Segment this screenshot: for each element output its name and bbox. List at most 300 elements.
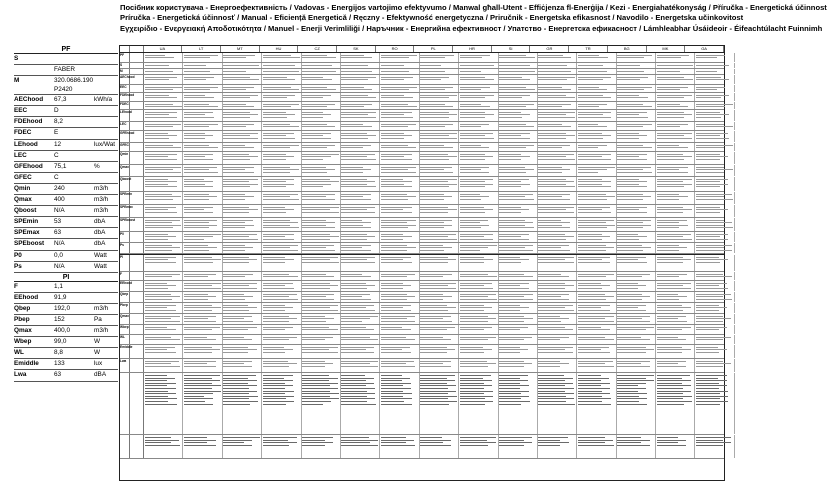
grid-row [120,325,724,335]
text-line [184,396,205,397]
text-line [381,296,415,297]
translation-cell [420,359,459,372]
text-line [617,250,642,251]
text-line [420,159,448,160]
text-line [145,222,173,223]
text-line [341,106,363,107]
text-line [223,207,249,208]
translation-cell [223,165,262,176]
text-line [657,299,679,300]
text-line [617,299,642,300]
text-line [538,104,570,105]
translation-cell [302,192,341,204]
spec-value: 53 [54,218,62,226]
text-line [617,135,647,136]
grid-row-label: Lwa [120,359,130,372]
text-line [263,347,285,348]
text-line [578,79,603,80]
text-line [145,276,172,277]
translation-cell [183,272,222,280]
grid-row [120,254,724,272]
spec-row [14,54,118,65]
text-line [381,380,402,381]
translation-cell [380,205,419,217]
text-line [263,106,291,107]
text-line [538,87,562,88]
text-line [657,71,681,72]
text-line [578,154,611,155]
text-line [578,299,606,300]
grid-row-sublabel [130,335,144,344]
text-line [302,227,335,228]
text-line [184,437,207,438]
text-line [263,207,286,208]
translation-cell [459,243,498,253]
text-line [302,179,330,180]
text-line [538,65,566,66]
translation-cell [380,165,419,176]
translation-cell [262,152,301,164]
translation-cell [302,243,341,253]
translation-cell [617,314,656,324]
text-line [223,209,257,210]
translation-cell [656,243,695,253]
translation-cell [380,325,419,334]
translation-cell [499,93,538,101]
text-line [696,245,732,246]
text-line [341,288,366,289]
text-line [538,262,574,263]
text-line [460,234,493,235]
text-line [657,209,692,210]
text-line [420,383,447,384]
text-line [223,159,250,160]
text-line [499,404,521,405]
text-line [657,445,687,446]
text-line [460,199,481,200]
translation-cell [380,143,419,151]
text-line [223,262,249,263]
text-line [657,227,680,228]
translation-cell [695,232,734,242]
grid-row-label: SPEmin [120,192,130,204]
translation-cell [380,177,419,191]
translation-cell [577,218,616,231]
text-line [223,138,258,139]
text-line [460,194,481,195]
text-line [657,145,680,146]
text-line [381,404,412,405]
text-line [617,227,643,228]
text-line [302,396,330,397]
text-line [617,445,650,446]
text-line [341,339,378,340]
translation-cell [144,165,183,176]
translation-cell [656,255,695,271]
grid-row [120,272,724,281]
text-line [696,307,727,308]
text-line [223,167,253,168]
text-line [263,196,290,197]
text-line [499,89,535,90]
text-line [145,169,173,170]
text-line [145,262,177,263]
text-line [460,154,485,155]
translation-cell [695,205,734,217]
text-line [499,199,534,200]
text-line [499,55,526,56]
translation-cell [695,218,734,231]
text-line [499,104,534,105]
text-line [538,236,574,237]
spec-section-heading: PI [14,273,118,282]
translation-cell [302,53,341,62]
text-line [381,145,408,146]
translation-cell [538,205,577,217]
text-line [617,225,651,226]
text-line [381,316,415,317]
spec-key: Lwa [14,371,27,379]
text-line [578,250,606,251]
text-line [499,186,521,187]
translation-cell [341,218,380,231]
translation-cell [262,192,301,204]
text-line [223,154,249,155]
text-line [184,167,217,168]
text-line [184,321,217,322]
text-line [499,442,532,443]
text-line [145,327,167,328]
text-line [538,207,574,208]
text-line [499,329,520,330]
text-line [696,194,732,195]
translation-cell [656,335,695,344]
translation-cell [656,177,695,191]
translation-cell [302,335,341,344]
text-line [145,207,177,208]
text-line [657,104,680,105]
text-line [420,349,455,350]
text-line [499,363,532,364]
text-line [617,106,652,107]
text-line [341,361,378,362]
text-line [420,437,442,438]
spec-value: 133 [54,360,65,368]
text-line [223,145,245,146]
translation-cell [302,232,341,242]
text-line [499,207,521,208]
translation-cell [183,303,222,313]
translation-cell [223,122,262,130]
text-line [578,89,608,90]
text-line [696,114,729,115]
translation-cell [380,53,419,62]
text-line [538,375,564,376]
text-line [223,156,258,157]
text-line [460,380,492,381]
text-line [184,294,208,295]
text-line [341,112,375,113]
text-line [223,294,244,295]
text-line [223,147,254,148]
text-line [302,380,329,381]
translation-cell [262,69,301,74]
text-line [302,209,330,210]
text-line [657,366,687,367]
text-line [381,126,408,127]
translation-cell [656,102,695,109]
grid-row-sublabel [130,122,144,130]
spec-row [14,106,118,117]
translation-cell [577,75,616,84]
translation-cell [459,335,498,344]
text-line [696,156,729,157]
text-line [696,385,727,386]
translation-cell [656,131,695,142]
text-line [263,222,299,223]
text-line [696,87,725,88]
text-line [381,310,411,311]
text-line [145,145,173,146]
text-line [341,212,375,213]
text-line [696,259,728,260]
text-line [696,145,733,146]
translation-cell [302,272,341,280]
text-line [184,117,214,118]
translation-cell [617,53,656,62]
translation-cell [577,177,616,191]
text-line [696,186,720,187]
text-line [578,393,611,394]
text-line [381,250,408,251]
text-line [460,276,497,277]
translation-cell [380,218,419,231]
translation-cell [341,192,380,204]
text-line [145,363,172,364]
translation-cell [695,303,734,313]
text-line [145,385,168,386]
translation-cell [302,373,341,434]
grid-row [120,243,724,254]
spec-value: 8,2 [54,118,63,126]
translation-cell [341,53,380,62]
translation-cell [617,192,656,204]
translation-cell [341,85,380,92]
text-line [460,184,494,185]
text-line [499,347,520,348]
text-line [460,79,494,80]
text-line [145,283,168,284]
text-line [341,393,375,394]
spec-unit: W [94,349,101,357]
text-line [381,366,415,367]
translation-cell [380,243,419,253]
translation-cell [577,69,616,74]
translation-cell [656,192,695,204]
text-line [341,247,362,248]
text-line [617,104,643,105]
text-line [341,310,374,311]
grid-row [120,435,724,459]
translation-cell [302,314,341,324]
text-line [657,181,684,182]
text-line [263,321,290,322]
text-line [657,106,689,107]
translation-cell [380,314,419,324]
text-line [145,305,176,306]
text-line [302,442,333,443]
spec-unit: lux/Wat [94,140,116,148]
grid-row-label: Qmax [120,165,130,176]
translation-cell [262,131,301,142]
translation-cell [380,131,419,142]
text-line [302,391,330,392]
text-line [381,97,413,98]
text-line [538,383,573,384]
text-line [302,196,326,197]
text-line [696,285,719,286]
text-line [460,296,488,297]
text-line [263,126,299,127]
grid-row-label: F [120,272,130,280]
translation-cell [223,255,262,271]
text-line [538,391,565,392]
spec-unit: dbA [94,229,106,237]
text-line [341,225,362,226]
text-line [538,95,566,96]
text-line [460,327,492,328]
translation-cell [183,325,222,334]
text-line [381,89,409,90]
text-line [460,65,494,66]
translation-cell [302,177,341,191]
text-line [341,167,362,168]
grid-row-label: P0 [120,232,130,242]
spec-value: 91,9 [54,293,67,301]
text-line [302,337,333,338]
translation-cell [302,69,341,74]
translation-cell [262,205,301,217]
text-line [617,310,646,311]
text-line [420,154,448,155]
text-line [657,138,693,139]
text-line [460,55,490,56]
text-line [578,337,605,338]
text-line [341,239,366,240]
text-line [223,112,250,113]
text-line [538,276,569,277]
text-line [145,181,177,182]
spec-row [14,162,118,173]
text-line [263,114,295,115]
text-line [341,145,371,146]
translation-cell [617,232,656,242]
text-line [263,124,291,125]
text-line [302,445,325,446]
grid-row-sublabel [130,255,144,271]
translation-cell [183,53,222,62]
text-line [657,283,691,284]
translation-cell [262,63,301,68]
translation-cell [223,281,262,291]
text-line [696,349,727,350]
translation-cell [656,93,695,101]
text-line [617,305,646,306]
translation-cell [499,205,538,217]
text-line [223,234,257,235]
text-line [538,259,565,260]
text-line [538,283,565,284]
translation-cell [420,131,459,142]
spec-unit [94,128,118,138]
text-line [538,186,574,187]
text-line [420,106,453,107]
translation-cell [341,335,380,344]
text-line [578,398,611,399]
text-line [460,222,481,223]
translation-cell [499,243,538,253]
translation-cell [420,205,459,217]
text-line [223,385,257,386]
text-line [145,445,180,446]
spec-value: C [54,173,59,181]
text-line [145,239,169,240]
text-line [538,445,560,446]
spec-unit: m3/h [94,207,109,215]
text-line [617,77,648,78]
translation-cell [538,335,577,344]
grid-row-label: GFEC [120,143,130,151]
translation-cell [223,314,262,324]
translation-cell [262,303,301,313]
translation-cell [538,435,577,458]
text-line [460,339,488,340]
text-line [617,87,652,88]
text-line [223,55,254,56]
grid-row [120,75,724,85]
text-line [657,77,685,78]
text-line [499,283,529,284]
spec-value: 400 [54,196,65,204]
text-line [223,239,257,240]
text-line [499,337,532,338]
text-line [263,383,285,384]
spec-unit: m3/h [94,327,109,335]
text-line [657,126,680,127]
text-line [184,274,217,275]
spec-unit: % [94,162,100,170]
text-line [617,186,647,187]
text-line [657,305,683,306]
text-line [145,225,181,226]
text-line [263,380,293,381]
translation-cell [617,292,656,302]
text-line [381,442,406,443]
text-line [302,138,331,139]
text-line [420,194,444,195]
grid-row-sublabel [130,281,144,291]
text-line [420,184,457,185]
text-line [145,172,182,173]
translation-cell [341,314,380,324]
text-line [696,184,729,185]
text-line [184,79,206,80]
translation-cell [183,165,222,176]
text-line [657,247,688,248]
text-line [381,181,412,182]
spec-value: E [54,129,59,137]
text-line [538,196,561,197]
